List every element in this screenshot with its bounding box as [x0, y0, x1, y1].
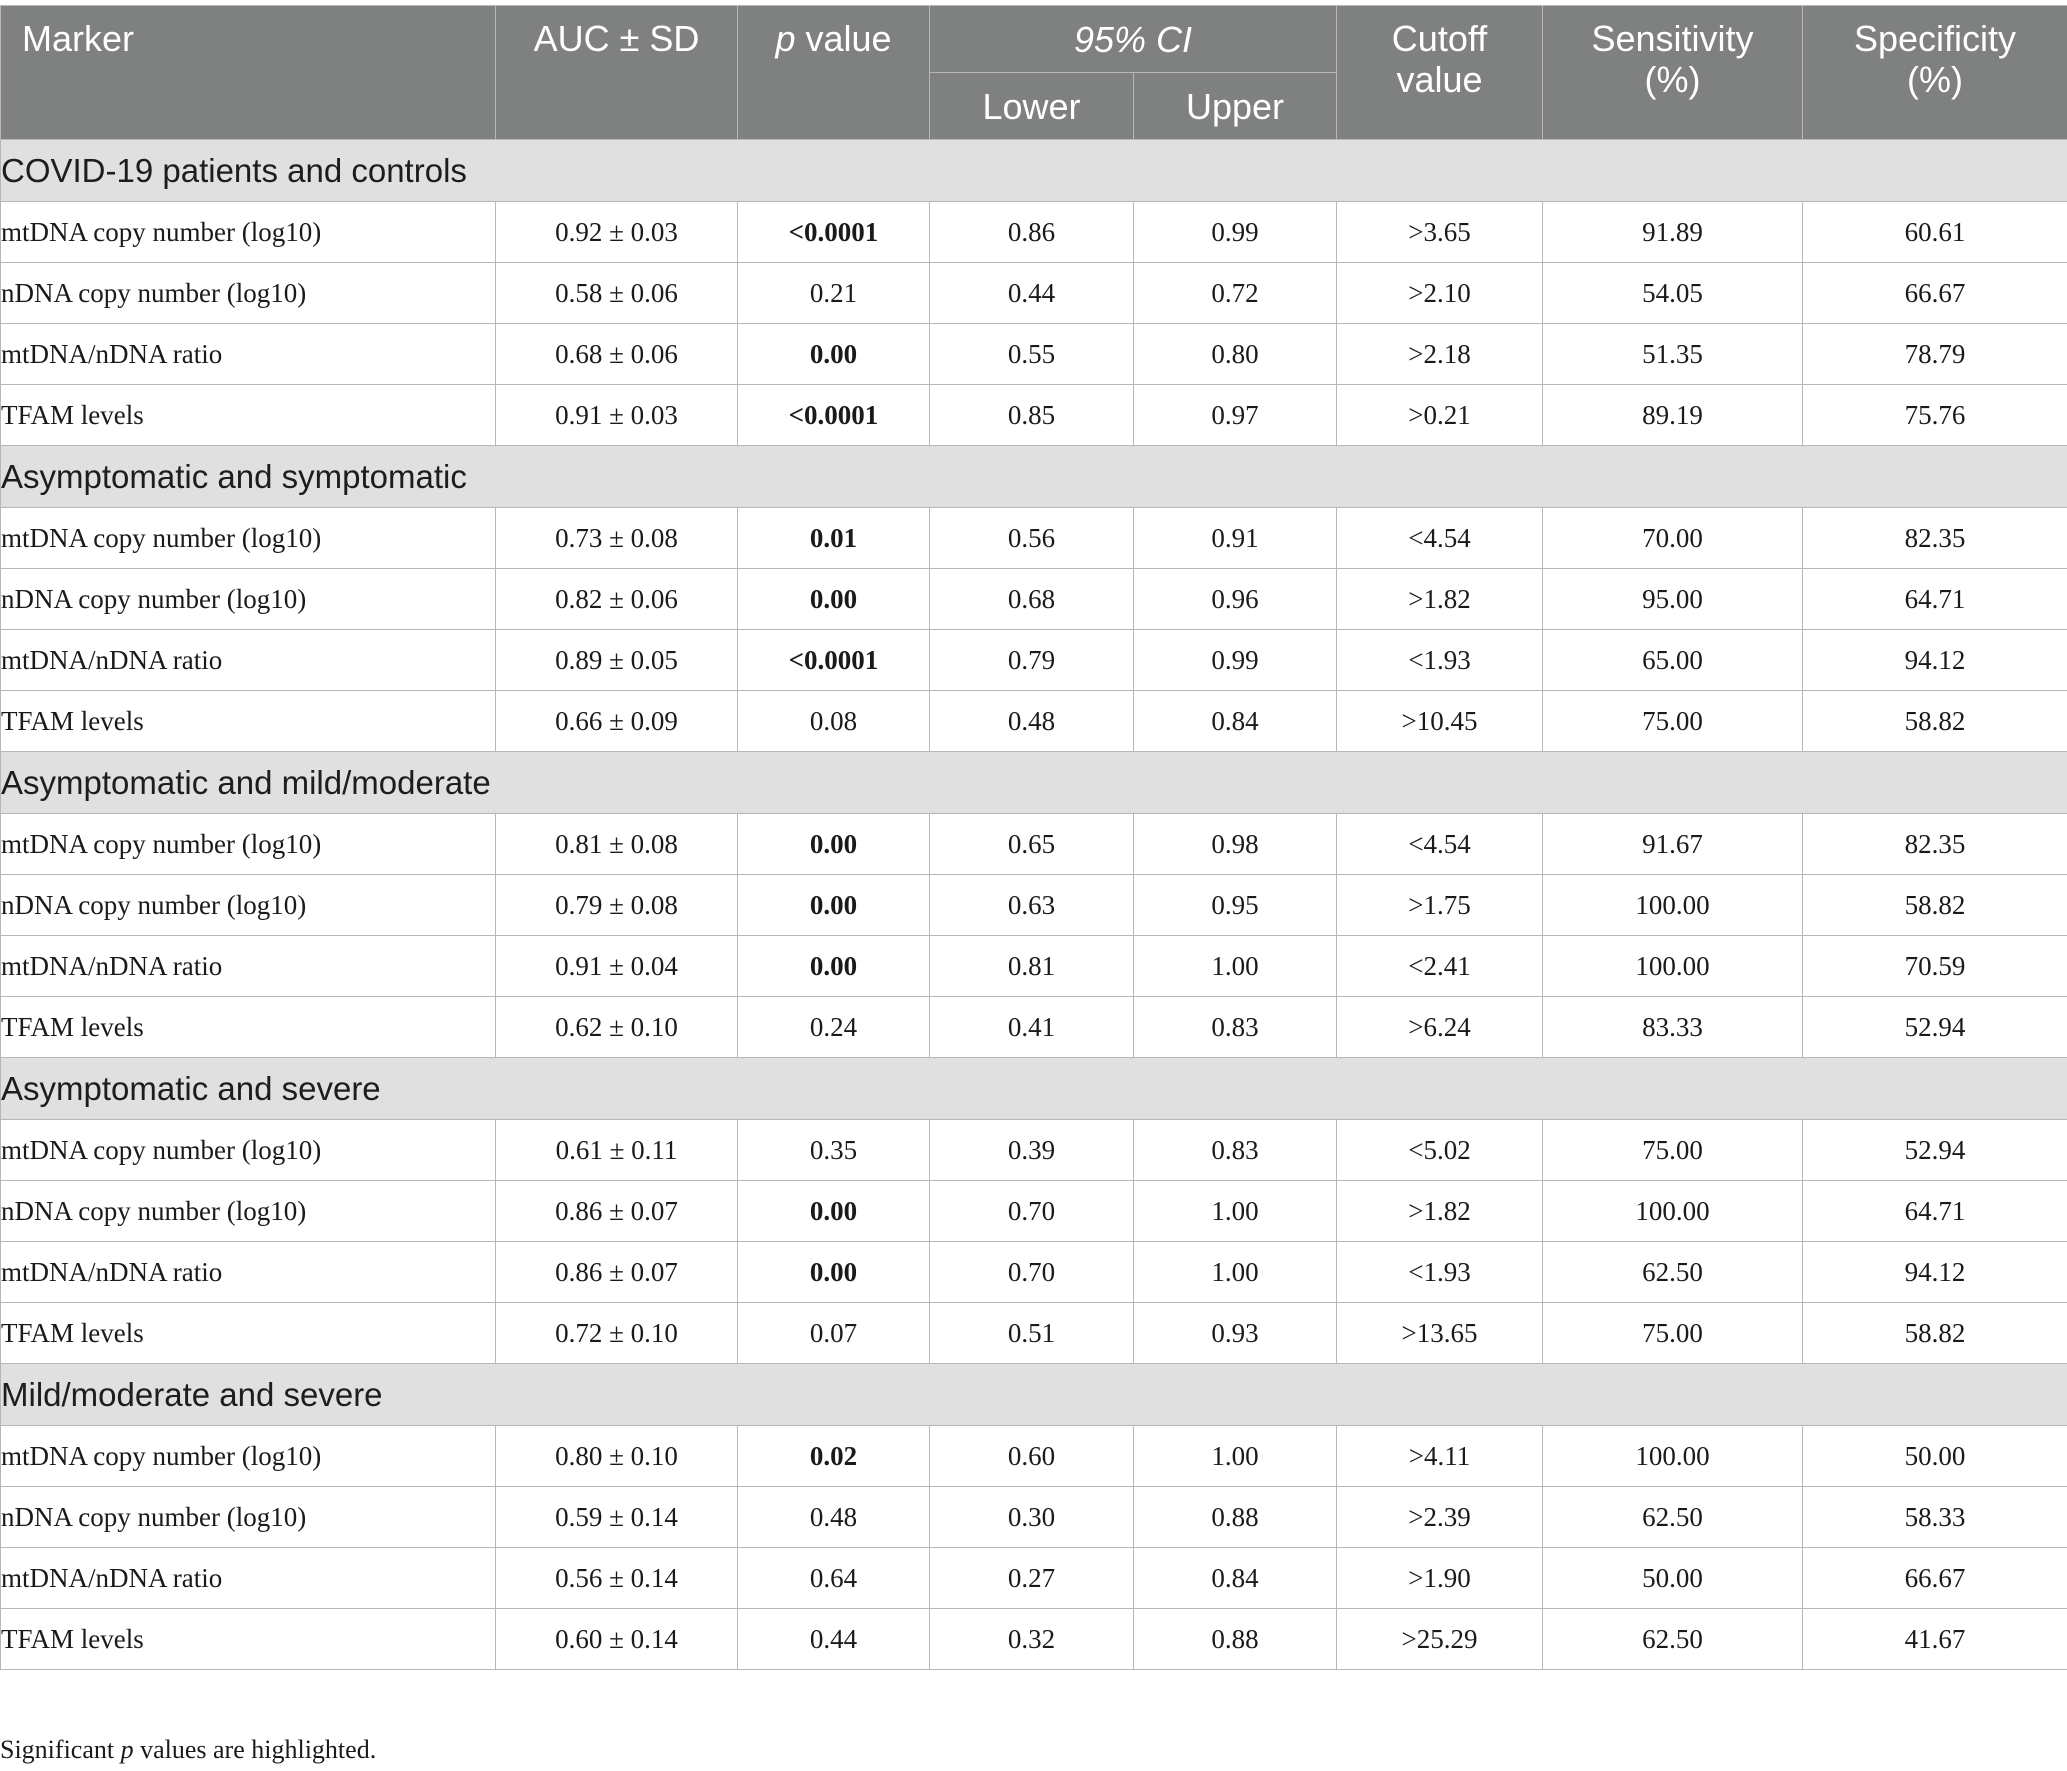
- cell-marker: nDNA copy number (log10): [1, 263, 496, 324]
- cell-auc: 0.68 ± 0.06: [496, 324, 738, 385]
- header-auc: AUC ± SD: [496, 6, 738, 140]
- header-spec-line2: (%): [1907, 59, 1963, 100]
- header-lower: Lower: [930, 73, 1134, 140]
- cell-auc: 0.58 ± 0.06: [496, 263, 738, 324]
- cell-specificity: 64.71: [1803, 1181, 2067, 1242]
- table-row: [1, 202, 2067, 263]
- cell-sensitivity: 65.00: [1543, 630, 1803, 691]
- header-sens-line1: Sensitivity: [1591, 18, 1754, 59]
- cell-auc: 0.91 ± 0.04: [496, 936, 738, 997]
- cell-sensitivity: 62.50: [1543, 1487, 1803, 1548]
- cell-marker: mtDNA/nDNA ratio: [1, 630, 496, 691]
- table-row: [1, 814, 2067, 875]
- cell-auc: 0.89 ± 0.05: [496, 630, 738, 691]
- footnote-post: values are highlighted.: [133, 1735, 377, 1764]
- cell-cutoff: <1.93: [1337, 630, 1543, 691]
- table-row: [1, 263, 2067, 324]
- cell-specificity: 52.94: [1803, 1120, 2067, 1181]
- cell-ci-upper: 0.84: [1134, 691, 1337, 752]
- cell-sensitivity: 91.89: [1543, 202, 1803, 263]
- header-sensitivity: [1543, 6, 1803, 140]
- cell-ci-lower: 0.70: [930, 1181, 1134, 1242]
- cell-marker: mtDNA copy number (log10): [1, 1120, 496, 1181]
- cell-p-value: 0.00: [738, 875, 930, 936]
- cell-cutoff: <5.02: [1337, 1120, 1543, 1181]
- cell-p-value: 0.00: [738, 936, 930, 997]
- cell-ci-lower: 0.48: [930, 691, 1134, 752]
- cell-cutoff: >4.11: [1337, 1426, 1543, 1487]
- section-title: Mild/moderate and severe: [1, 1364, 2067, 1426]
- header-p-italic: p: [775, 18, 796, 59]
- cell-sensitivity: 100.00: [1543, 936, 1803, 997]
- section-row: [1, 446, 2067, 508]
- cell-specificity: 50.00: [1803, 1426, 2067, 1487]
- cell-p-value: 0.00: [738, 1242, 930, 1303]
- cell-ci-upper: 1.00: [1134, 1426, 1337, 1487]
- cell-auc: 0.86 ± 0.07: [496, 1242, 738, 1303]
- table-header: [1, 6, 2067, 140]
- header-cutoff-line1: Cutoff: [1391, 18, 1488, 59]
- cell-marker: mtDNA copy number (log10): [1, 508, 496, 569]
- cell-marker: mtDNA/nDNA ratio: [1, 324, 496, 385]
- cell-cutoff: >13.65: [1337, 1303, 1543, 1364]
- cell-auc: 0.66 ± 0.09: [496, 691, 738, 752]
- table-row: [1, 936, 2067, 997]
- cell-ci-upper: 0.98: [1134, 814, 1337, 875]
- cell-marker: TFAM levels: [1, 1303, 496, 1364]
- cell-specificity: 58.82: [1803, 691, 2067, 752]
- cell-marker: mtDNA copy number (log10): [1, 202, 496, 263]
- cell-cutoff: >2.10: [1337, 263, 1543, 324]
- cell-sensitivity: 75.00: [1543, 691, 1803, 752]
- header-spec-line1: Specificity: [1853, 18, 2017, 59]
- cell-marker: TFAM levels: [1, 691, 496, 752]
- section-row: [1, 140, 2067, 202]
- cell-specificity: 66.67: [1803, 1548, 2067, 1609]
- cell-ci-lower: 0.30: [930, 1487, 1134, 1548]
- table-row: [1, 691, 2067, 752]
- cell-ci-upper: 0.95: [1134, 875, 1337, 936]
- section-title: Asymptomatic and mild/moderate: [1, 752, 2067, 814]
- cell-ci-lower: 0.65: [930, 814, 1134, 875]
- cell-sensitivity: 54.05: [1543, 263, 1803, 324]
- cell-p-value: 0.00: [738, 569, 930, 630]
- footnote-p-italic: p: [120, 1735, 134, 1764]
- cell-ci-upper: 0.80: [1134, 324, 1337, 385]
- cell-cutoff: >10.45: [1337, 691, 1543, 752]
- cell-auc: 0.56 ± 0.14: [496, 1548, 738, 1609]
- table-row: [1, 997, 2067, 1058]
- cell-sensitivity: 89.19: [1543, 385, 1803, 446]
- cell-p-value: 0.44: [738, 1609, 930, 1670]
- cell-ci-upper: 0.83: [1134, 1120, 1337, 1181]
- cell-auc: 0.62 ± 0.10: [496, 997, 738, 1058]
- cell-marker: nDNA copy number (log10): [1, 875, 496, 936]
- table-row: [1, 630, 2067, 691]
- cell-cutoff: <1.93: [1337, 1242, 1543, 1303]
- table-row: [1, 385, 2067, 446]
- cell-ci-lower: 0.39: [930, 1120, 1134, 1181]
- cell-ci-lower: 0.44: [930, 263, 1134, 324]
- cell-ci-upper: 0.96: [1134, 569, 1337, 630]
- cell-cutoff: >1.75: [1337, 875, 1543, 936]
- table-row: [1, 1548, 2067, 1609]
- table-row: [1, 569, 2067, 630]
- cell-auc: 0.79 ± 0.08: [496, 875, 738, 936]
- table-row: [1, 1303, 2067, 1364]
- cell-specificity: 52.94: [1803, 997, 2067, 1058]
- cell-ci-upper: 0.93: [1134, 1303, 1337, 1364]
- cell-specificity: 58.33: [1803, 1487, 2067, 1548]
- cell-p-value: 0.07: [738, 1303, 930, 1364]
- cell-marker: mtDNA/nDNA ratio: [1, 1242, 496, 1303]
- table-body: [1, 140, 2067, 1670]
- table-row: [1, 875, 2067, 936]
- cell-marker: TFAM levels: [1, 997, 496, 1058]
- cell-cutoff: >2.39: [1337, 1487, 1543, 1548]
- cell-ci-lower: 0.56: [930, 508, 1134, 569]
- cell-p-value: 0.02: [738, 1426, 930, 1487]
- header-upper: Upper: [1134, 73, 1337, 140]
- header-p-rest: value: [795, 18, 892, 59]
- section-title: Asymptomatic and symptomatic: [1, 446, 2067, 508]
- cell-cutoff: >6.24: [1337, 997, 1543, 1058]
- cell-sensitivity: 100.00: [1543, 1181, 1803, 1242]
- table-row: [1, 1242, 2067, 1303]
- cell-sensitivity: 100.00: [1543, 875, 1803, 936]
- cell-ci-upper: 0.83: [1134, 997, 1337, 1058]
- cell-auc: 0.81 ± 0.08: [496, 814, 738, 875]
- cell-ci-upper: 0.84: [1134, 1548, 1337, 1609]
- cell-auc: 0.61 ± 0.11: [496, 1120, 738, 1181]
- cell-auc: 0.72 ± 0.10: [496, 1303, 738, 1364]
- cell-auc: 0.86 ± 0.07: [496, 1181, 738, 1242]
- cell-cutoff: >1.82: [1337, 1181, 1543, 1242]
- cell-p-value: <0.0001: [738, 630, 930, 691]
- cell-ci-upper: 0.99: [1134, 202, 1337, 263]
- cell-marker: nDNA copy number (log10): [1, 1487, 496, 1548]
- cell-cutoff: >3.65: [1337, 202, 1543, 263]
- cell-marker: mtDNA copy number (log10): [1, 814, 496, 875]
- cell-specificity: 94.12: [1803, 630, 2067, 691]
- section-row: [1, 752, 2067, 814]
- cell-sensitivity: 70.00: [1543, 508, 1803, 569]
- cell-marker: mtDNA/nDNA ratio: [1, 1548, 496, 1609]
- cell-specificity: 82.35: [1803, 508, 2067, 569]
- cell-specificity: 66.67: [1803, 263, 2067, 324]
- table-row: [1, 1181, 2067, 1242]
- cell-p-value: 0.08: [738, 691, 930, 752]
- cell-ci-upper: 0.88: [1134, 1487, 1337, 1548]
- cell-ci-lower: 0.85: [930, 385, 1134, 446]
- cell-ci-lower: 0.55: [930, 324, 1134, 385]
- cell-sensitivity: 75.00: [1543, 1303, 1803, 1364]
- cell-auc: 0.80 ± 0.10: [496, 1426, 738, 1487]
- cell-auc: 0.91 ± 0.03: [496, 385, 738, 446]
- cell-auc: 0.59 ± 0.14: [496, 1487, 738, 1548]
- cell-ci-lower: 0.51: [930, 1303, 1134, 1364]
- cell-specificity: 41.67: [1803, 1609, 2067, 1670]
- footnote-pre: Significant: [0, 1735, 121, 1764]
- cell-p-value: 0.35: [738, 1120, 930, 1181]
- cell-ci-lower: 0.63: [930, 875, 1134, 936]
- cell-ci-lower: 0.79: [930, 630, 1134, 691]
- cell-specificity: 64.71: [1803, 569, 2067, 630]
- cell-p-value: <0.0001: [738, 202, 930, 263]
- cell-sensitivity: 91.67: [1543, 814, 1803, 875]
- cell-ci-lower: 0.81: [930, 936, 1134, 997]
- cell-specificity: 58.82: [1803, 875, 2067, 936]
- table-row: [1, 324, 2067, 385]
- cell-auc: 0.92 ± 0.03: [496, 202, 738, 263]
- cell-ci-upper: 1.00: [1134, 936, 1337, 997]
- cell-ci-upper: 1.00: [1134, 1181, 1337, 1242]
- cell-sensitivity: 83.33: [1543, 997, 1803, 1058]
- cell-marker: nDNA copy number (log10): [1, 569, 496, 630]
- cell-p-value: 0.24: [738, 997, 930, 1058]
- cell-auc: 0.82 ± 0.06: [496, 569, 738, 630]
- section-row: [1, 1364, 2067, 1426]
- section-title: COVID-19 patients and controls: [1, 140, 2067, 202]
- cell-p-value: 0.01: [738, 508, 930, 569]
- cell-ci-upper: 0.88: [1134, 1609, 1337, 1670]
- cell-marker: TFAM levels: [1, 385, 496, 446]
- cell-p-value: 0.00: [738, 324, 930, 385]
- cell-ci-upper: 1.00: [1134, 1242, 1337, 1303]
- cell-ci-lower: 0.86: [930, 202, 1134, 263]
- cell-ci-upper: 0.72: [1134, 263, 1337, 324]
- cell-cutoff: >2.18: [1337, 324, 1543, 385]
- table-row: [1, 1609, 2067, 1670]
- header-p-value: [738, 6, 930, 140]
- cell-marker: TFAM levels: [1, 1609, 496, 1670]
- cell-specificity: 75.76: [1803, 385, 2067, 446]
- cell-specificity: 94.12: [1803, 1242, 2067, 1303]
- header-95-ci: 95% CI: [930, 6, 1337, 73]
- cell-ci-upper: 0.99: [1134, 630, 1337, 691]
- header-specificity: [1803, 6, 2067, 140]
- cell-auc: 0.60 ± 0.14: [496, 1609, 738, 1670]
- cell-sensitivity: 95.00: [1543, 569, 1803, 630]
- cell-cutoff: <4.54: [1337, 508, 1543, 569]
- cell-ci-lower: 0.41: [930, 997, 1134, 1058]
- cell-marker: nDNA copy number (log10): [1, 1181, 496, 1242]
- cell-cutoff: >1.82: [1337, 569, 1543, 630]
- cell-p-value: 0.48: [738, 1487, 930, 1548]
- cell-sensitivity: 50.00: [1543, 1548, 1803, 1609]
- cell-cutoff: >0.21: [1337, 385, 1543, 446]
- cell-cutoff: <4.54: [1337, 814, 1543, 875]
- cell-ci-lower: 0.68: [930, 569, 1134, 630]
- cell-sensitivity: 100.00: [1543, 1426, 1803, 1487]
- cell-ci-lower: 0.27: [930, 1548, 1134, 1609]
- footnote: [0, 1735, 376, 1765]
- table-row: [1, 1120, 2067, 1181]
- cell-p-value: 0.64: [738, 1548, 930, 1609]
- section-title: Asymptomatic and severe: [1, 1058, 2067, 1120]
- cell-marker: mtDNA/nDNA ratio: [1, 936, 496, 997]
- cell-sensitivity: 51.35: [1543, 324, 1803, 385]
- cell-p-value: 0.00: [738, 1181, 930, 1242]
- cell-specificity: 70.59: [1803, 936, 2067, 997]
- cell-p-value: 0.00: [738, 814, 930, 875]
- cell-specificity: 58.82: [1803, 1303, 2067, 1364]
- header-cutoff-line2: value: [1396, 59, 1483, 100]
- cell-p-value: <0.0001: [738, 385, 930, 446]
- cell-cutoff: >25.29: [1337, 1609, 1543, 1670]
- results-table: [0, 5, 2067, 1670]
- header-marker: Marker: [1, 6, 496, 140]
- table-row: [1, 1426, 2067, 1487]
- cell-ci-lower: 0.60: [930, 1426, 1134, 1487]
- cell-p-value: 0.21: [738, 263, 930, 324]
- cell-marker: mtDNA copy number (log10): [1, 1426, 496, 1487]
- cell-cutoff: <2.41: [1337, 936, 1543, 997]
- cell-sensitivity: 62.50: [1543, 1609, 1803, 1670]
- table-row: [1, 508, 2067, 569]
- header-sens-line2: (%): [1644, 59, 1701, 100]
- cell-auc: 0.73 ± 0.08: [496, 508, 738, 569]
- cell-ci-lower: 0.32: [930, 1609, 1134, 1670]
- cell-sensitivity: 75.00: [1543, 1120, 1803, 1181]
- cell-ci-upper: 0.91: [1134, 508, 1337, 569]
- cell-specificity: 82.35: [1803, 814, 2067, 875]
- cell-sensitivity: 62.50: [1543, 1242, 1803, 1303]
- cell-specificity: 78.79: [1803, 324, 2067, 385]
- cell-ci-upper: 0.97: [1134, 385, 1337, 446]
- table-row: [1, 1487, 2067, 1548]
- section-row: [1, 1058, 2067, 1120]
- cell-cutoff: >1.90: [1337, 1548, 1543, 1609]
- cell-specificity: 60.61: [1803, 202, 2067, 263]
- header-cutoff: [1337, 6, 1543, 140]
- cell-ci-lower: 0.70: [930, 1242, 1134, 1303]
